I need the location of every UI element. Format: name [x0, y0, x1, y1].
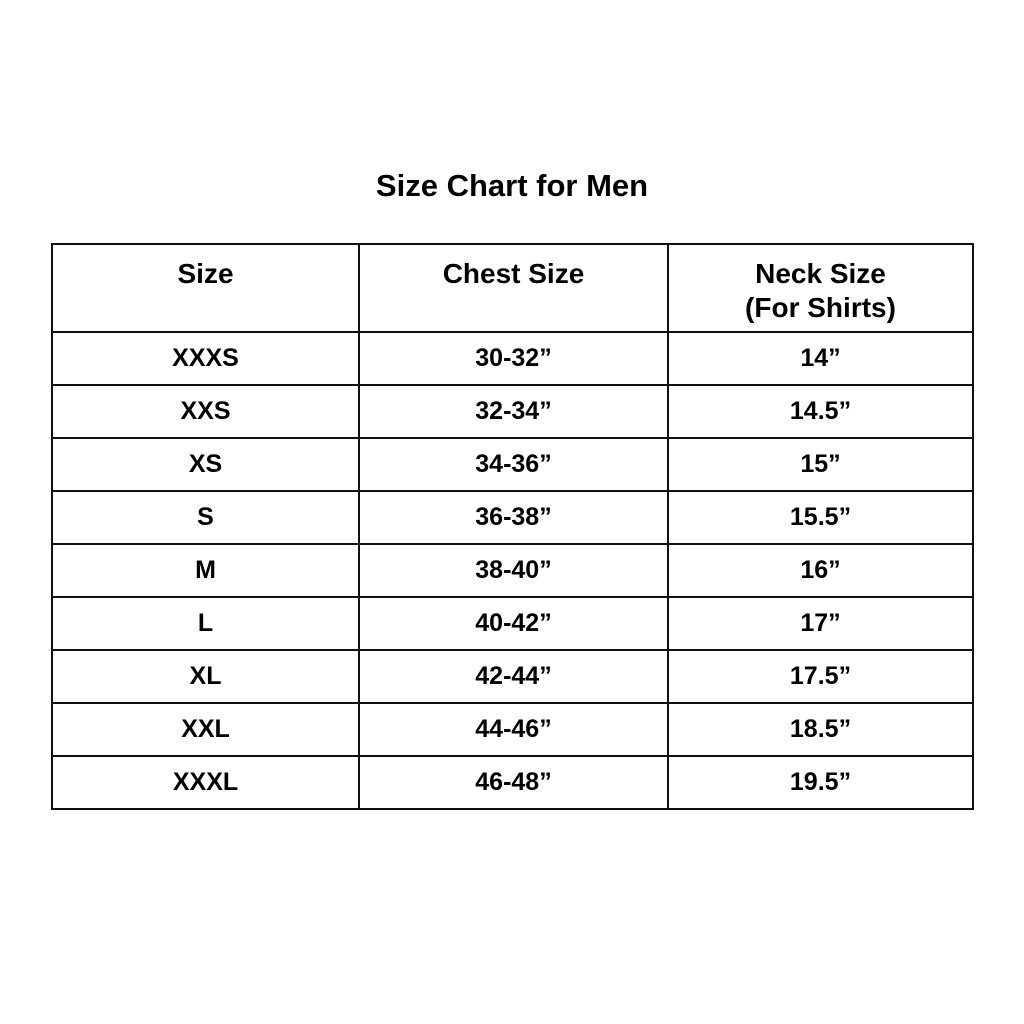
- table-row: [52, 650, 973, 703]
- page-title: Size Chart for Men: [375, 168, 649, 203]
- size-cell: XXS: [52, 385, 359, 438]
- header-label: Chest Size: [442, 258, 585, 289]
- size-cell: M: [52, 544, 359, 597]
- size-chart-table: [51, 243, 974, 810]
- neck-cell: 17”: [668, 597, 973, 650]
- table-row: [52, 491, 973, 544]
- size-cell: XXXL: [52, 756, 359, 809]
- table-row: [52, 332, 973, 385]
- neck-cell: 15”: [668, 438, 973, 491]
- size-cell: XXL: [52, 703, 359, 756]
- table-row: [52, 438, 973, 491]
- neck-cell: 17.5”: [668, 650, 973, 703]
- chest-cell: 42-44”: [359, 650, 668, 703]
- table-row: [52, 756, 973, 809]
- neck-cell: 15.5”: [668, 491, 973, 544]
- header-cell-size: [52, 244, 359, 332]
- size-cell: XS: [52, 438, 359, 491]
- header-cell-neck: [668, 244, 973, 332]
- neck-cell: 16”: [668, 544, 973, 597]
- table-row: [52, 703, 973, 756]
- chest-cell: 44-46”: [359, 703, 668, 756]
- neck-cell: 14.5”: [668, 385, 973, 438]
- table-row: [52, 385, 973, 438]
- neck-cell: 14”: [668, 332, 973, 385]
- size-cell: XL: [52, 650, 359, 703]
- chest-cell: 32-34”: [359, 385, 668, 438]
- header-label: Size: [177, 258, 234, 289]
- neck-cell: 18.5”: [668, 703, 973, 756]
- chest-cell: 46-48”: [359, 756, 668, 809]
- size-cell: L: [52, 597, 359, 650]
- chest-cell: 30-32”: [359, 332, 668, 385]
- table-header: [52, 244, 973, 332]
- header-row: [52, 244, 973, 332]
- chest-cell: 36-38”: [359, 491, 668, 544]
- table-body: [52, 332, 973, 809]
- header-sublabel: (For Shirts): [745, 292, 896, 323]
- chest-cell: 38-40”: [359, 544, 668, 597]
- header-label: Neck Size: [755, 258, 886, 289]
- chest-cell: 34-36”: [359, 438, 668, 491]
- neck-cell: 19.5”: [668, 756, 973, 809]
- size-cell: S: [52, 491, 359, 544]
- table-row: [52, 544, 973, 597]
- chest-cell: 40-42”: [359, 597, 668, 650]
- size-cell: XXXS: [52, 332, 359, 385]
- table-row: [52, 597, 973, 650]
- header-cell-chest: [359, 244, 668, 332]
